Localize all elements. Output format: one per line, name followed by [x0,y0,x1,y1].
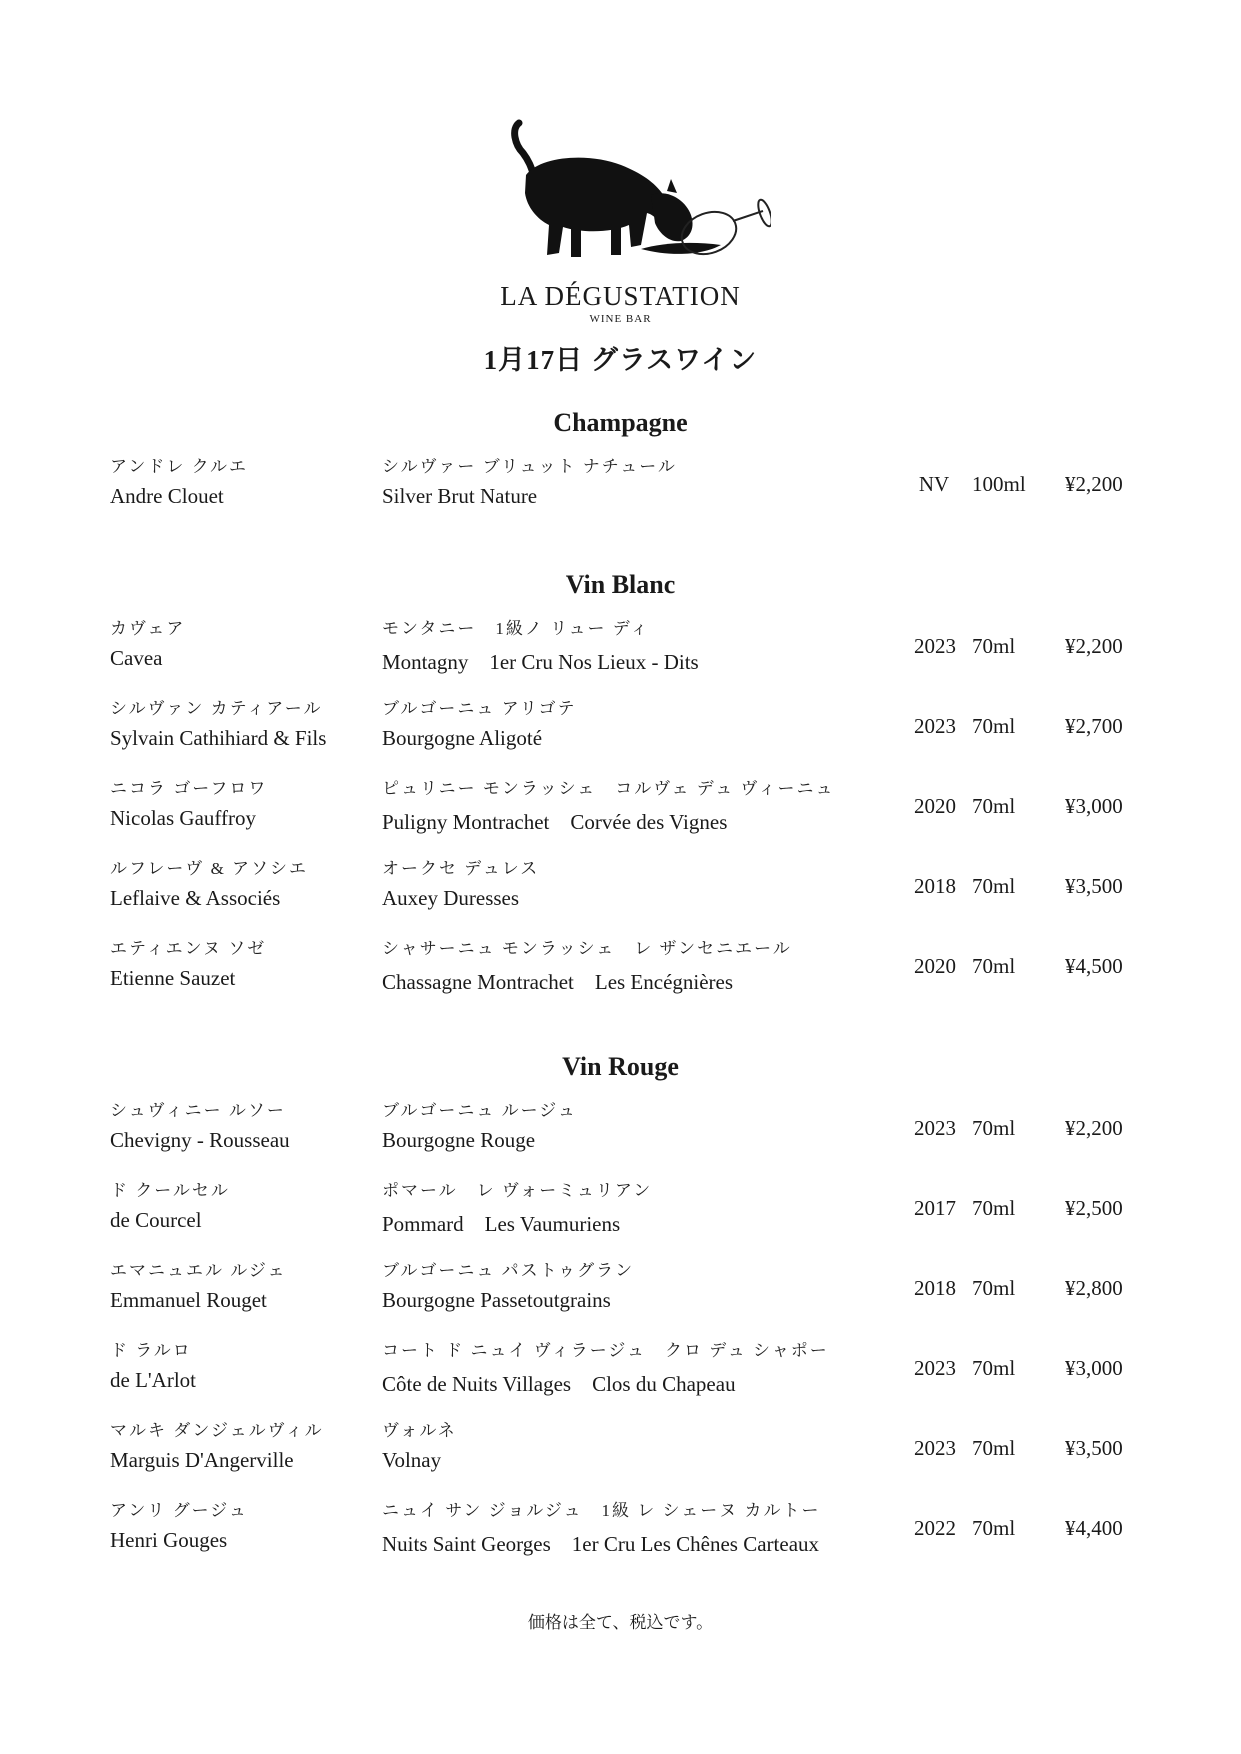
section-champagne [110,400,1140,526]
producer-jp: ルフレーヴ & アソシエ [110,859,309,878]
vintage: 2023 [914,714,956,738]
volume: 100ml [972,472,1026,496]
cat-drinking-wine-icon [471,115,771,275]
wine-en: Côte de Nuits Villages Clos du Chapeau [382,1372,736,1396]
price: ¥2,200 [1065,634,1123,658]
producer-jp: カヴェア [110,619,186,638]
section-title: Vin Rouge [562,1052,679,1081]
volume: 70ml [972,1356,1016,1380]
producer-jp: ニコラ ゴーフロワ [110,779,268,798]
volume: 70ml [972,1516,1016,1540]
vintage: NV [918,472,950,496]
price: ¥2,500 [1065,1196,1123,1220]
wine-row [110,1090,1140,1170]
brand-subtitle: WINE BAR [589,313,652,325]
tax-note: 価格は全て、税込です。 [527,1613,714,1633]
wine-jp: シャサーニュ モンラッシェ レ ザンセニエール [382,939,792,958]
menu-title: 1月17日 グラスワイン [483,345,758,375]
producer-jp: ド クールセル [110,1181,230,1200]
wine-row [110,928,1140,1008]
wine-en: Bourgogne Passetoutgrains [382,1288,611,1312]
wine-en: Puligny Montrachet Corvée des Vignes [382,810,728,834]
producer-jp: シュヴィニー ルソー [110,1101,286,1120]
vintage: 2020 [914,954,956,978]
producer-en: Nicolas Gauffroy [110,806,256,830]
producer-en: Chevigny - Rousseau [110,1128,290,1152]
volume: 70ml [972,634,1016,658]
vintage: 2023 [914,1436,956,1460]
producer-jp: ド ラルロ [110,1341,192,1360]
wine-row [110,1410,1140,1490]
vintage: 2022 [914,1516,956,1540]
vintage: 2020 [914,794,956,818]
volume: 70ml [972,954,1016,978]
vintage: 2017 [914,1196,956,1220]
price: ¥4,400 [1065,1516,1123,1540]
wine-jp: ブルゴーニュ ルージュ [382,1101,577,1120]
wine-jp: ヴォルネ [382,1421,457,1440]
price: ¥3,000 [1065,1356,1123,1380]
volume: 70ml [972,1116,1016,1140]
wine-row [110,688,1140,768]
producer-en: Andre Clouet [110,484,224,508]
producer-en: de Courcel [110,1208,202,1232]
producer-jp: マルキ ダンジェルヴィル [110,1421,324,1440]
vintage: 2018 [914,874,956,898]
brand-name: LA DÉGUSTATION [500,281,741,311]
section-vin-blanc [110,562,1140,1008]
wine-jp: オークセ デュレス [382,859,540,878]
producer-en: Emmanuel Rouget [110,1288,267,1312]
wine-jp: コート ド ニュイ ヴィラージュ クロ デュ シャポー [382,1341,829,1360]
price: ¥2,200 [1065,472,1123,496]
price: ¥2,800 [1065,1276,1123,1300]
price: ¥2,700 [1065,714,1123,738]
wine-row [110,768,1140,848]
vintage: 2023 [914,1356,956,1380]
wine-row [110,1490,1140,1570]
volume: 70ml [972,714,1016,738]
wine-en: Montagny 1er Cru Nos Lieux - Dits [382,650,699,674]
wine-row [110,446,1140,526]
wine-jp: ニュイ サン ジョルジュ 1級 レ シェーヌ カルトー [382,1501,821,1520]
producer-jp: エティエンヌ ソゼ [110,939,267,958]
producer-en: Cavea [110,646,163,670]
price: ¥3,500 [1065,1436,1123,1460]
wine-list [110,400,1140,1606]
wine-jp: ブルゴーニュ パストゥグラン [382,1261,635,1280]
wine-en: Pommard Les Vaumuriens [382,1212,621,1236]
vintage: 2023 [914,1116,956,1140]
volume: 70ml [972,1276,1016,1300]
producer-en: Marguis D'Angerville [110,1448,294,1472]
producer-en: Etienne Sauzet [110,966,236,990]
vintage: 2023 [914,634,956,658]
wine-row [110,1250,1140,1330]
volume: 70ml [972,1436,1016,1460]
wine-en: Silver Brut Nature [382,484,538,508]
producer-en: Sylvain Cathihiard & Fils [110,726,327,750]
vintage: 2018 [914,1276,956,1300]
wine-jp: モンタニー 1級ノ リュー ディ [382,619,650,638]
wine-en: Auxey Duresses [382,886,520,910]
wine-en: Chassagne Montrachet Les Encégnières [382,970,734,994]
producer-en: Henri Gouges [110,1528,228,1552]
producer-jp: エマニュエル ルジェ [110,1261,287,1280]
wine-row [110,1170,1140,1250]
price: ¥3,000 [1065,794,1123,818]
section-vin-rouge [110,1044,1140,1570]
wine-en: Nuits Saint Georges 1er Cru Les Chênes Carteaux [382,1532,820,1556]
price: ¥3,500 [1065,874,1123,898]
volume: 70ml [972,794,1016,818]
wine-row [110,1330,1140,1410]
wine-jp: シルヴァー ブリュット ナチュール [382,457,677,476]
producer-jp: アンリ グージュ [110,1501,248,1520]
producer-jp: シルヴァン カティアール [110,699,323,718]
wine-row [110,848,1140,928]
section-title: Vin Blanc [565,570,676,599]
producer-en: Leflaive & Associés [110,886,281,910]
producer-jp: アンドレ クルエ [110,457,249,476]
section-title: Champagne [553,408,688,437]
volume: 70ml [972,1196,1016,1220]
price: ¥4,500 [1065,954,1123,978]
producer-en: de L'Arlot [110,1368,197,1392]
wine-en: Bourgogne Rouge [382,1128,536,1152]
wine-jp: ブルゴーニュ アリゴテ [382,699,577,718]
wine-jp: ピュリニー モンラッシェ コルヴェ デュ ヴィーニュ [382,779,835,798]
wine-en: Volnay [382,1448,442,1472]
wine-en: Bourgogne Aligoté [382,726,543,750]
wine-row [110,608,1140,688]
price: ¥2,200 [1065,1116,1123,1140]
wine-jp: ポマール レ ヴォーミュリアン [382,1181,653,1200]
volume: 70ml [972,874,1016,898]
logo [0,115,1241,325]
